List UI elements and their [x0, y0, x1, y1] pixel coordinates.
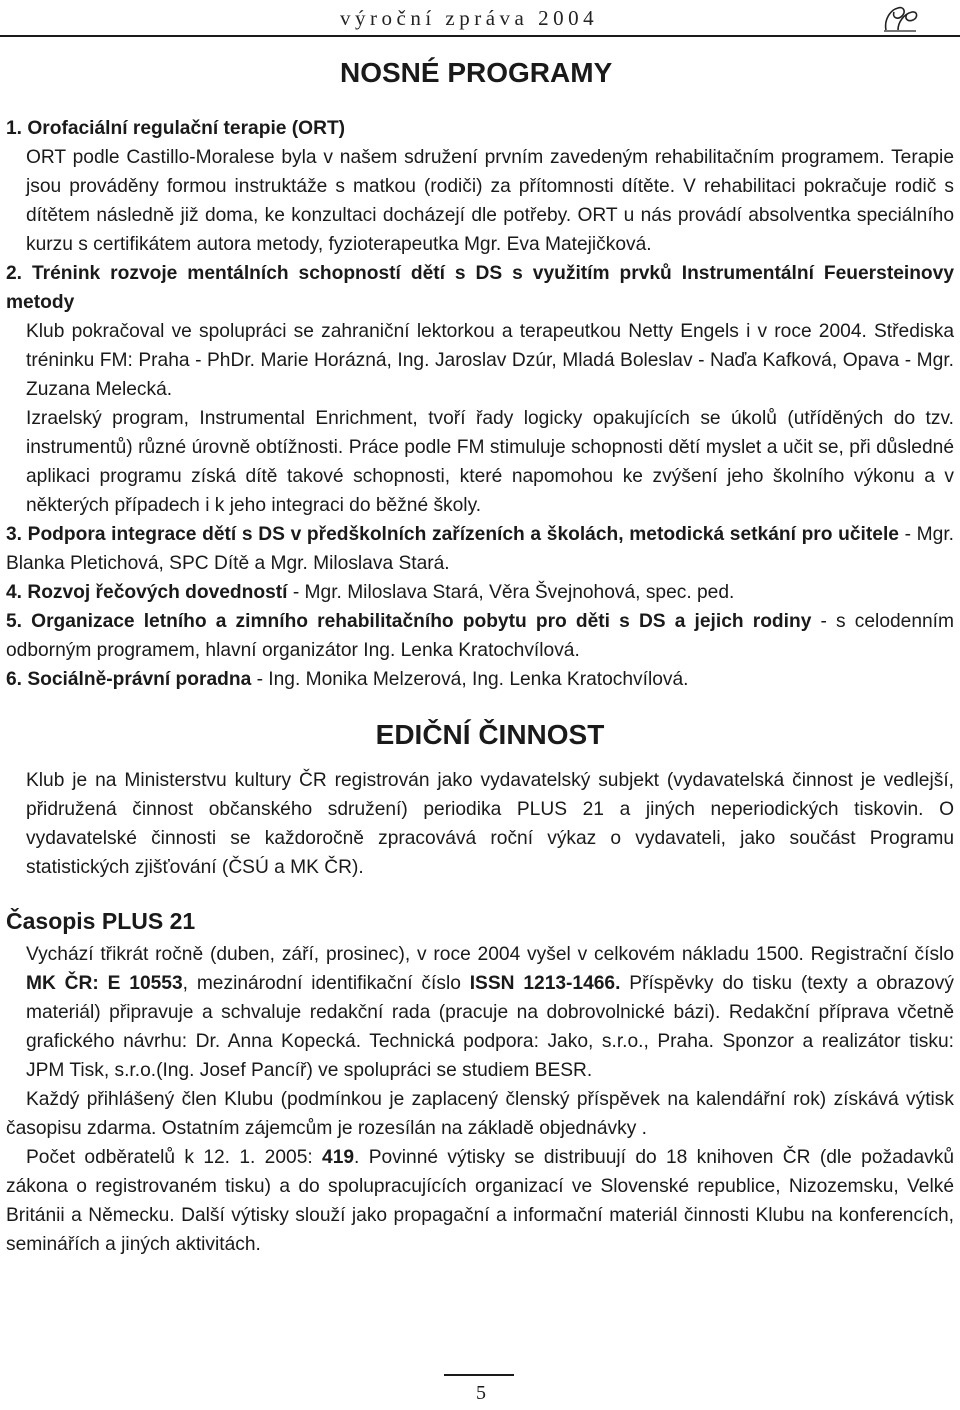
- casopis-text-4: Počet odběratelů k 12. 1. 2005:: [26, 1147, 323, 1168]
- program-2-heading: 2. Trénink rozvoje mentálních schopností dětí s DS s využitím prvků Instrumentální Feuersteinovy metody: [6, 263, 954, 313]
- casopis-title: Časopis PLUS 21: [6, 908, 196, 934]
- page-number: 5: [476, 1382, 486, 1404]
- section-title-nosne-programy: NOSNÉ PROGRAMY: [340, 57, 613, 88]
- subscriber-count: 419: [322, 1147, 355, 1168]
- casopis-paragraph-1: [6, 940, 954, 1085]
- program-6-text: - Ing. Monika Melzerová, Ing. Lenka Kratochvílová.: [251, 669, 689, 690]
- casopis-text-5: . Povinné výtisky se distribuují do 18 knihoven ČR (dle požadavků zákona o registrovaném tisku) a do spolupracujících organizací ve Slovenské republice, Nizozemsku, Velké Británii a Německu. Další výtisky slouží jako propagační a informační materiál činnosti Klubu na konferencích, seminářích a jiných aktivitách.: [6, 1147, 954, 1255]
- section-title-edicni-cinnost: EDIČNÍ ČINNOST: [375, 719, 605, 750]
- program-5-heading: 5. Organizace letního a zimního rehabilitačního pobytu pro děti s DS a jejich rodiny: [6, 611, 812, 632]
- program-3-heading: 3. Podpora integrace dětí s DS v předškolních zařízeních a školách, metodická setkání pro učitele: [6, 524, 899, 545]
- casopis-text-1: Vychází třikrát ročně (duben, září, prosinec), v roce 2004 vyšel v celkovém nákladu 1500. Registrační číslo: [26, 944, 954, 965]
- casopis-paragraph-3: [6, 1143, 954, 1259]
- program-6-heading: 6. Sociálně-právní poradna: [6, 669, 252, 690]
- program-6: [6, 665, 954, 694]
- program-1-heading: 1. Orofaciální regulační terapie (ORT): [6, 118, 346, 139]
- program-3-text: - Mgr. Blanka Pletichová, SPC Dítě a Mgr. Miloslava Stará.: [6, 524, 954, 574]
- registration-number: MK ČR: E 10553: [26, 973, 183, 994]
- header-rule: [0, 35, 960, 37]
- issn-number: ISSN 1213-1466.: [469, 973, 621, 994]
- header-title: výroční zpráva 2004: [340, 6, 599, 30]
- program-4: [6, 578, 954, 607]
- page-content: [6, 56, 954, 1259]
- program-2-text-1: Klub pokračoval ve spolupráci se zahraniční lektorkou a terapeutkou Netty Engels i v roce 2004. Střediska tréninku FM: Praha - PhDr. Marie Horázná, Ing. Jaroslav Dzúr, Mladá Boleslav - Naďa Kafková, Opava - Mgr. Zuzana Melecká.: [26, 321, 954, 400]
- program-3: [6, 520, 954, 578]
- program-1: [6, 114, 954, 143]
- program-5-text: - s celodenním odborným programem, hlavní organizátor Ing. Lenka Kratochvílová.: [6, 611, 954, 661]
- casopis-text-3: Příspěvky do tisku (texty a obrazový materiál) připravuje a schvaluje redakční rada (pracuje na dobrovolnické bázi). Redakční příprava včetně grafického návrhu: Dr. Anna Kopecká. Technická podpora: Jako, s.r.o., Praha. Sponzor a realizátor tisku: JPM Tisk, s.r.o.(Ing. Josef Pancíř) ve spolupráci se studiem BESR.: [26, 973, 954, 1081]
- program-4-text: - Mgr. Miloslava Stará, Věra Švejnohová, spec. ped.: [287, 582, 735, 603]
- program-1-text: ORT podle Castillo-Moralese byla v našem sdružení prvním zavedeným rehabilitačním programem. Terapie jsou prováděny formou instruktáže s matkou (rodiči) za přítomnosti dítěte. V rehabilitaci pokračuje rodič s dítětem následně již doma, ke konzultaci docházejí dle potřeby. ORT u nás provádí absolventka speciálního kurzu s certifikátem autora metody, fyzioterapeutka Mgr. Eva Matejičková.: [26, 147, 954, 255]
- program-4-heading: 4. Rozvoj řečových dovedností: [6, 582, 288, 603]
- logo-icon: [880, 2, 920, 34]
- casopis-text-2: , mezinárodní identifikační číslo: [182, 973, 470, 994]
- program-5: [6, 607, 954, 665]
- edicni-cinnost-text: Klub je na Ministerstvu kultury ČR registrován jako vydavatelský subjekt (vydavatelská činnost je vedlejší, přidružená činnost občanského sdružení) periodika PLUS 21 a jiných neperiodických tiskovin. O vydavatelské činnosti se každoročně zpracovává roční výkaz o vydavateli, jako součást Programu statistických zjišťování (ČSÚ a MK ČR).: [26, 770, 954, 878]
- footer-rule: [444, 1374, 514, 1376]
- program-2-text-2: Izraelský program, Instrumental Enrichment, tvoří řady logicky opakujících se úkolů (utříděných do tzv. instrumentů) různé úrovně obtížnosti. Práce podle FM stimuluje schopnosti dětí myslet a učit se, při důsledné aplikaci programu získá dítě takové schopnosti, které napomohou ke zvýšení jeho školního výkonu a v některých případech i k jeho integraci do běžné školy.: [26, 408, 954, 516]
- program-2: [6, 259, 954, 317]
- casopis-paragraph-2: Každý přihlášený člen Klubu (podmínkou je zaplacený členský příspěvek na kalendářní rok) získává výtisk časopisu zdarma. Ostatním zájemcům je rozesílán na základě objednávky .: [6, 1089, 954, 1139]
